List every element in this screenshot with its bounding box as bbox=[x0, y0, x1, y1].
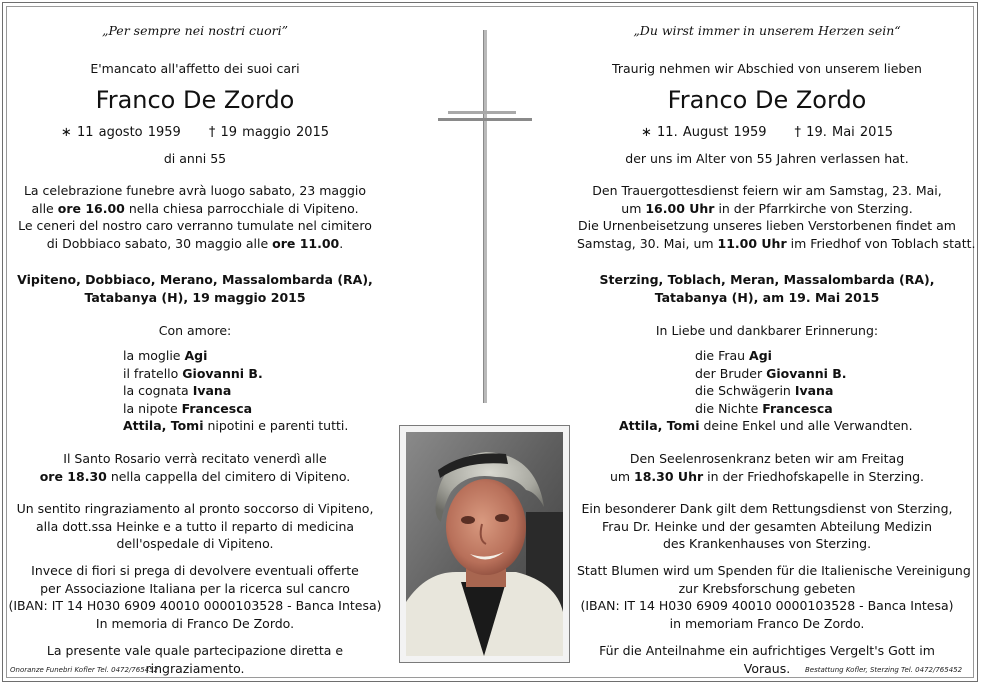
italian-funeral-info: La celebrazione funebre avrà luogo sabato, 23 maggio alle ore 16.00 nella chiesa parrocchiale di Vipiteno. Le ceneri del nostro caro verranno tumulate nel cimitero di Dobbiaco sabato, 30 maggio alle ore 11.00. bbox=[18, 183, 372, 251]
italian-donation: Invece di fiori si prega di devolvere eventuali offerte per Associazione Italiana per la ricerca sul cancro (IBAN: IT 14 H030 6909 40010 0000103528 - Banca Intesa) In memoria di Franco De Zordo. bbox=[8, 563, 382, 631]
german-birth-date: ∗ 11. August 1959 bbox=[641, 125, 767, 140]
german-age: der uns im Alter von 55 Jahren verlassen hat. bbox=[625, 151, 909, 166]
italian-birth-date: ∗ 11 agosto 1959 bbox=[60, 125, 181, 140]
german-family-list bbox=[619, 347, 913, 435]
italian-closing: La presente vale quale partecipazione diretta e ringraziamento. bbox=[46, 643, 344, 676]
family-member: la cognata Ivana bbox=[123, 383, 232, 399]
footer-right-credit: Bestattung Kofler, Sterzing Tel. 0472/765452 bbox=[805, 666, 963, 674]
family-member: die Schwägerin Ivana bbox=[695, 383, 834, 399]
german-motto: „Du wirst immer in unserem Herzen sein“ bbox=[633, 23, 901, 38]
italian-motto: „Per sempre nei nostri cuori” bbox=[101, 23, 288, 38]
german-death-date: † 19. Mai 2015 bbox=[794, 125, 893, 140]
german-closing: Für die Anteilnahme ein aufrichtiges Vergelt's Gott im Voraus. bbox=[599, 643, 935, 676]
family-member: die Frau Agi bbox=[695, 348, 772, 363]
family-member: la moglie Agi bbox=[123, 348, 208, 363]
italian-places-date: Vipiteno, Dobbiaco, Merano, Massalombarda (RA), Tatabanya (H), 19 maggio 2015 bbox=[17, 272, 373, 305]
family-member: der Bruder Giovanni B. bbox=[695, 365, 847, 381]
italian-with-love: Con amore: bbox=[158, 323, 232, 338]
german-intro: Traurig nehmen wir Abschied von unserem lieben bbox=[612, 61, 922, 76]
german-donation: Statt Blumen wird um Spenden für die Italienische Vereinigung zur Krebsforschung gebeten (IBAN: IT 14 H030 6909 40010 0000103528 - Banca Intesa) in memoriam Franco De Zordo. bbox=[577, 563, 971, 631]
footer-left-credit: Onoranze Funebri Kofler Tel. 0472/765452 bbox=[10, 666, 159, 674]
german-rosary-info: Den Seelenrosenkranz beten wir am Freitag um 18.30 Uhr in der Friedhofskapelle in Sterzing. bbox=[609, 451, 925, 484]
italian-age: di anni 55 bbox=[163, 151, 227, 166]
german-with-love: In Liebe und dankbarer Erinnerung: bbox=[655, 323, 879, 338]
italian-intro: E'mancato all'affetto dei suoi cari bbox=[90, 61, 300, 76]
portrait-photo bbox=[406, 432, 563, 656]
italian-dates bbox=[5, 124, 385, 142]
italian-thanks: Un sentito ringraziamento al pronto soccorso di Vipiteno, alla dott.ssa Heinke e a tutto il reparto di medicina dell'ospedale di Vipiteno. bbox=[16, 501, 374, 552]
italian-family-list bbox=[123, 347, 348, 435]
italian-deceased-name: Franco De Zordo bbox=[95, 86, 295, 114]
italian-death-date: † 19 maggio 2015 bbox=[208, 125, 330, 140]
family-member: Attila, Tomi deine Enkel und alle Verwandten. bbox=[619, 418, 913, 434]
german-places-date: Sterzing, Toblach, Meran, Massalombarda (RA), Tatabanya (H), am 19. Mai 2015 bbox=[599, 272, 935, 305]
portrait-illustration bbox=[406, 432, 563, 656]
italian-rosary-info: Il Santo Rosario verrà recitato venerdì alle ore 18.30 nella cappella del cimitero di Vipiteno. bbox=[39, 451, 351, 484]
family-member: il fratello Giovanni B. bbox=[123, 365, 263, 381]
german-funeral-info: Den Trauergottesdienst feiern wir am Samstag, 23. Mai, um 16.00 Uhr in der Pfarrkirche von Sterzing. Die Urnenbeisetzung unseres lieben Verstorbenen findet am Samstag, 30. Mai, um 11.00 Uhr im Friedhof von Toblach statt. bbox=[577, 183, 976, 251]
family-member: Attila, Tomi nipotini e parenti tutti. bbox=[123, 418, 349, 434]
german-thanks: Ein besonderer Dank gilt dem Rettungsdienst von Sterzing, Frau Dr. Heinke und der gesamten Abteilung Medizin des Krankenhauses von Sterzing. bbox=[581, 501, 953, 552]
german-dates bbox=[577, 124, 957, 142]
german-deceased-name: Franco De Zordo bbox=[667, 86, 867, 114]
family-member: la nipote Francesca bbox=[123, 400, 253, 416]
portrait-photo-frame bbox=[399, 425, 570, 663]
family-member: die Nichte Francesca bbox=[695, 400, 833, 416]
